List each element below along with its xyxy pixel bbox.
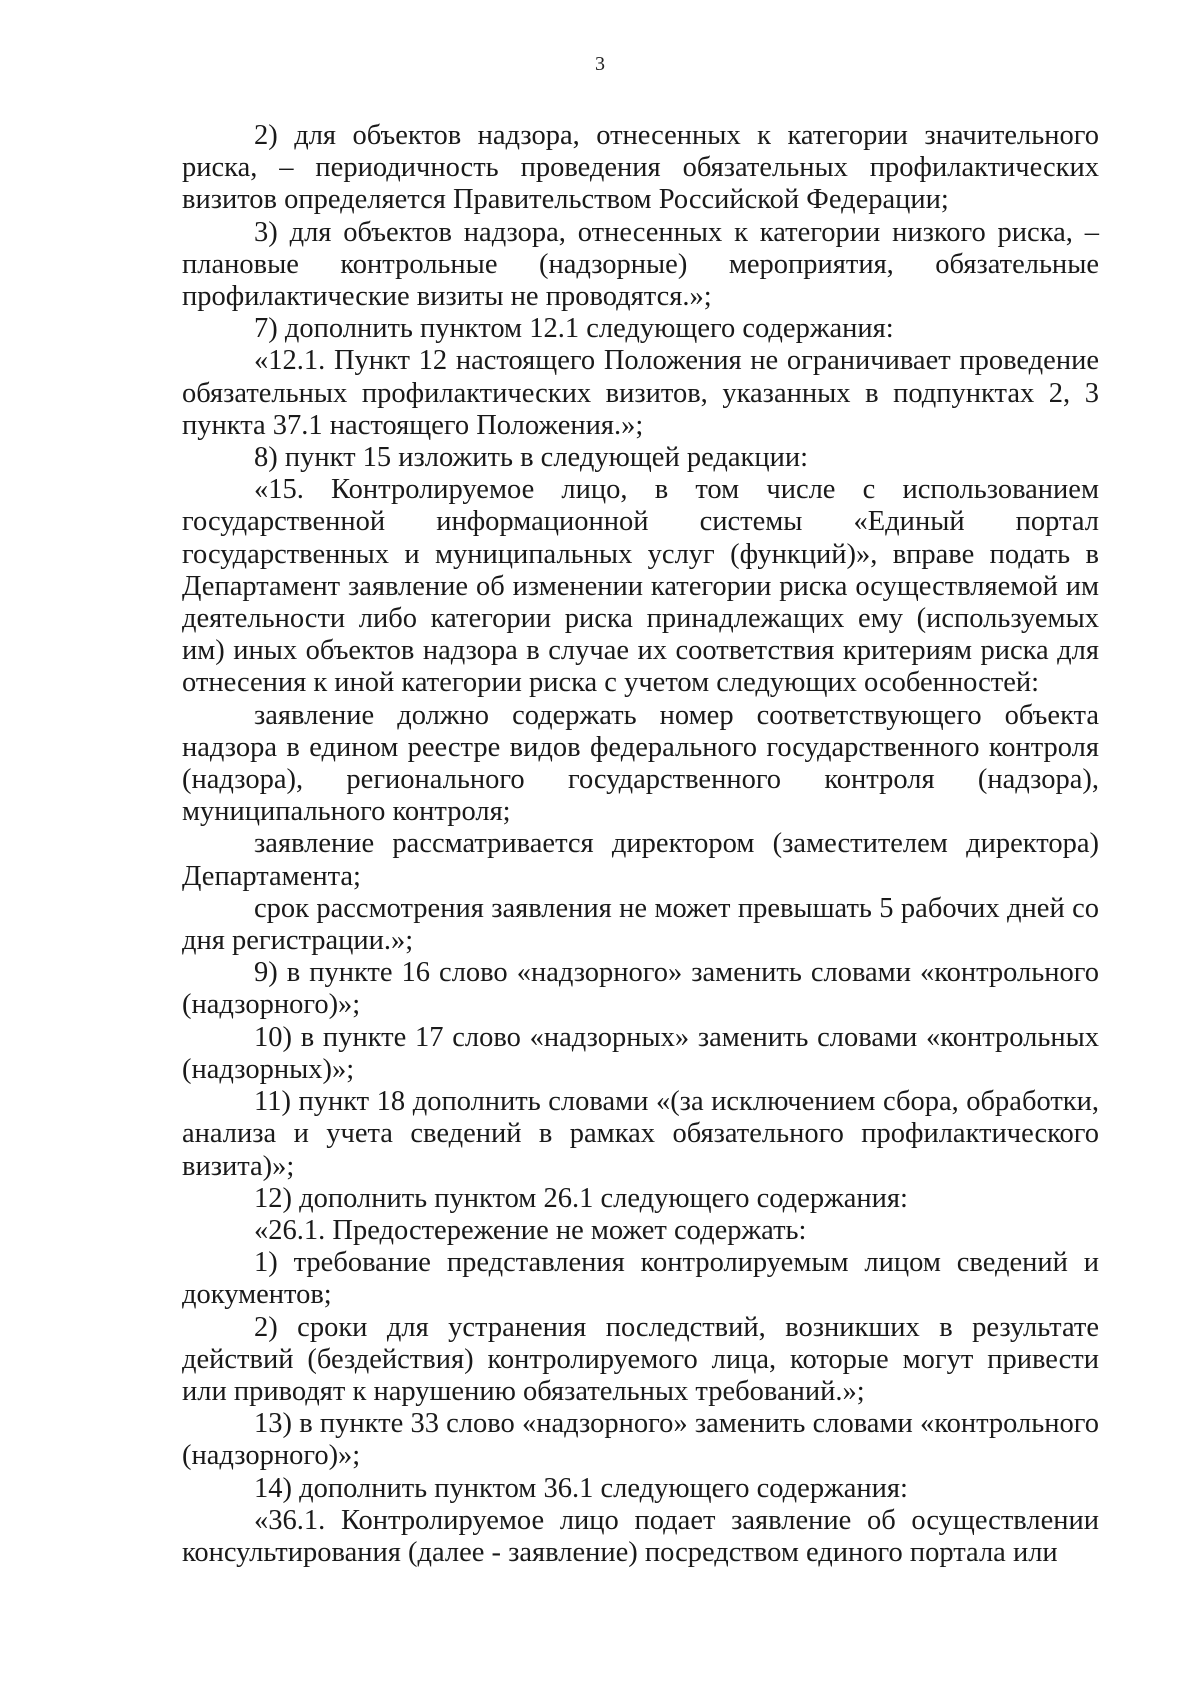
document-body [182, 120, 1099, 1569]
paragraph: 11) пункт 18 дополнить словами «(за исключением сбора, обработки, анализа и учета сведений в рамках обязательного профилактического визита)»; [182, 1086, 1099, 1182]
paragraph: «15. Контролируемое лицо, в том числе с использованием государственной информационной системы «Единый портал государственных и муниципальных услуг (функций)», вправе подать в Департамент заявление об изменении категории риска осуществляемой им деятельности либо категории риска принадлежащих ему (используемых им) иных объектов надзора в случае их соответствия критериям риска для отнесения к иной категории риска с учетом следующих особенностей: [182, 474, 1099, 699]
paragraph: 1) требование представления контролируемым лицом сведений и документов; [182, 1247, 1099, 1311]
paragraph: заявление должно содержать номер соответствующего объекта надзора в едином реестре видов федерального государственного контроля (надзора), регионального государственного контроля (надзора), муниципального контроля; [182, 699, 1099, 828]
paragraph: «26.1. Предостережение не может содержать: [254, 1214, 807, 1246]
paragraph: 10) в пункте 17 слово «надзорных» заменить словами «контрольных (надзорных)»; [182, 1021, 1099, 1085]
paragraph: 12) дополнить пунктом 26.1 следующего содержания: [254, 1182, 908, 1214]
paragraph: 3) для объектов надзора, отнесенных к категории низкого риска, – плановые контрольные (надзорные) мероприятия, обязательные профилактические визиты не проводятся.»; [182, 216, 1099, 313]
paragraph: 2) сроки для устранения последствий, возникших в результате действий (бездействия) контролируемого лица, которые могут привести или приводят к нарушению обязательных требований.»; [182, 1311, 1099, 1407]
page-number: 3 [595, 53, 605, 75]
paragraph: 9) в пункте 16 слово «надзорного» заменить словами «контрольного (надзорного)»; [182, 957, 1099, 1021]
paragraph: 7) дополнить пунктом 12.1 следующего содержания: [254, 313, 894, 345]
paragraph: срок рассмотрения заявления не может превышать 5 рабочих дней со дня регистрации.»; [182, 892, 1099, 957]
paragraph: «36.1. Контролируемое лицо подает заявление об осуществлении консультирования (далее - заявление) посредством единого портала или [182, 1504, 1099, 1568]
paragraph: заявление рассматривается директором (заместителем директора) Департамента; [182, 828, 1099, 892]
paragraph: 2) для объектов надзора, отнесенных к категории значительного риска, – периодичность проведения обязательных профилактических визитов определяется Правительством Российской Федерации; [182, 120, 1099, 216]
paragraph: 14) дополнить пунктом 36.1 следующего содержания: [254, 1472, 908, 1504]
paragraph: 8) пункт 15 изложить в следующей редакции: [254, 442, 809, 474]
paragraph: 13) в пункте 33 слово «надзорного» заменить словами «контрольного (надзорного)»; [182, 1408, 1099, 1472]
paragraph: «12.1. Пункт 12 настоящего Положения не ограничивает проведение обязательных профилактических визитов, указанных в подпунктах 2, 3 пункта 37.1 настоящего Положения.»; [182, 345, 1099, 441]
